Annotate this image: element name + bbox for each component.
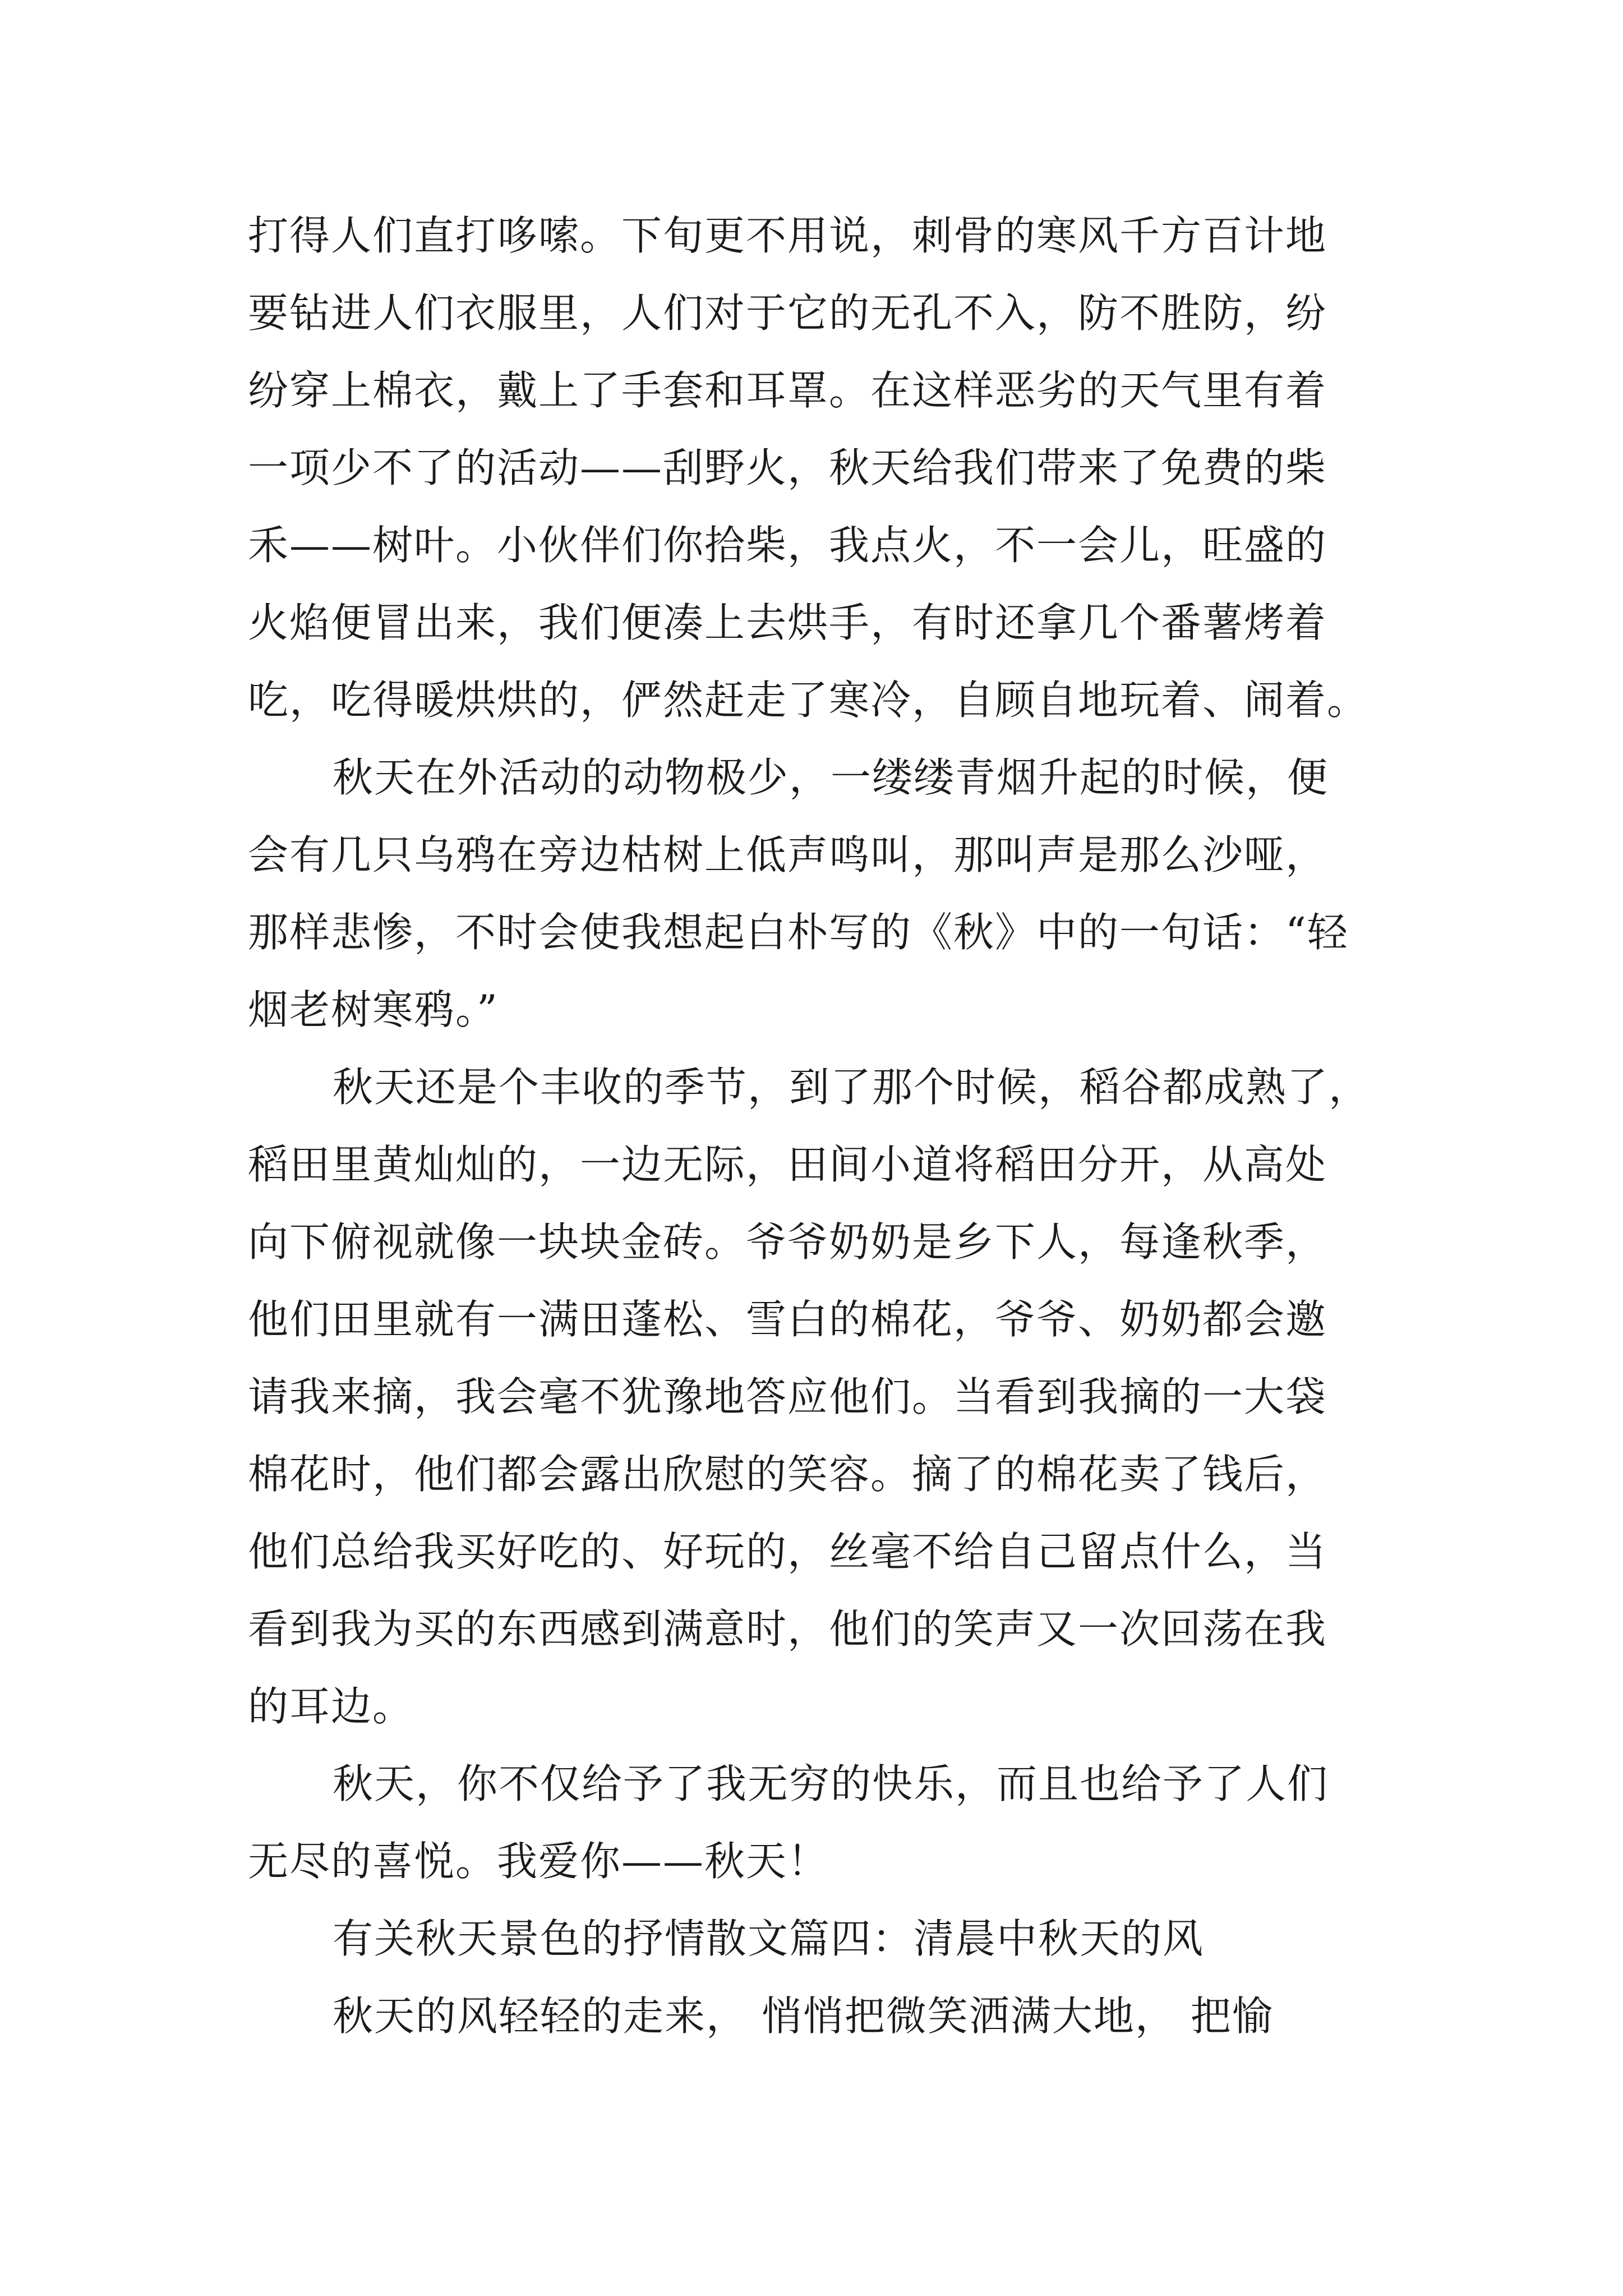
text-line: 纷穿上棉衣，戴上了手套和耳罩。在这样恶劣的天气里有着	[248, 367, 1327, 414]
text-line: 吃，吃得暖烘烘的，俨然赶走了寒冷，自顾自地玩着、闹着。	[248, 677, 1369, 724]
text-line: 打得人们直打哆嗦。下旬更不用说，刺骨的寒风千方百计地	[248, 212, 1327, 259]
text-line: 烟老树寒鸦。”	[248, 986, 499, 1033]
text-line: 要钻进人们衣服里，人们对于它的无孔不入，防不胜防，纷	[248, 289, 1327, 337]
text-line: 无尽的喜悦。我爱你——秋天！	[248, 1838, 829, 1885]
text-line: 会有几只乌鸦在旁边枯树上低声鸣叫，那叫声是那么沙哑，	[248, 831, 1327, 878]
text-line: 那样悲惨，不时会使我想起白朴写的《秋》中的一句话：“轻	[248, 909, 1349, 956]
text-line: 他们田里就有一满田蓬松、雪白的棉花，爷爷、奶奶都会邀	[248, 1296, 1327, 1343]
text-line: 向下俯视就像一块块金砖。爷爷奶奶是乡下人，每逢秋季，	[248, 1218, 1327, 1266]
section-heading: 有关秋天景色的抒情散文篇四：清晨中秋天的风	[333, 1915, 1205, 1962]
paragraph-start-line: 秋天的风轻轻的走来， 悄悄把微笑洒满大地， 把愉	[333, 1993, 1274, 2040]
text-line: 棉花时，他们都会露出欣慰的笑容。摘了的棉花卖了钱后，	[248, 1451, 1327, 1498]
text-line: 他们总给我买好吃的、好玩的，丝毫不给自己留点什么，当	[248, 1528, 1327, 1575]
paragraph-start-line: 秋天，你不仅给予了我无穷的快乐，而且也给予了人们	[333, 1760, 1329, 1807]
text-line: 稻田里黄灿灿的，一边无际，田间小道将稻田分开，从高处	[248, 1141, 1327, 1188]
text-line: 的耳边。	[248, 1683, 414, 1730]
paragraph-start-line: 秋天在外活动的动物极少，一缕缕青烟升起的时候，便	[333, 754, 1329, 801]
text-line: 禾——树叶。小伙伴们你拾柴，我点火，不一会儿，旺盛的	[248, 522, 1327, 569]
text-line: 看到我为买的东西感到满意时，他们的笑声又一次回荡在我	[248, 1605, 1327, 1653]
text-line: 请我来摘，我会毫不犹豫地答应他们。当看到我摘的一大袋	[248, 1373, 1327, 1420]
paragraph-start-line: 秋天还是个丰收的季节，到了那个时候，稻谷都成熟了，	[333, 1064, 1371, 1111]
text-line: 火焰便冒出来，我们便凑上去烘手，有时还拿几个番薯烤着	[248, 599, 1327, 646]
text-line: 一项少不了的活动——刮野火，秋天给我们带来了免费的柴	[248, 444, 1327, 491]
